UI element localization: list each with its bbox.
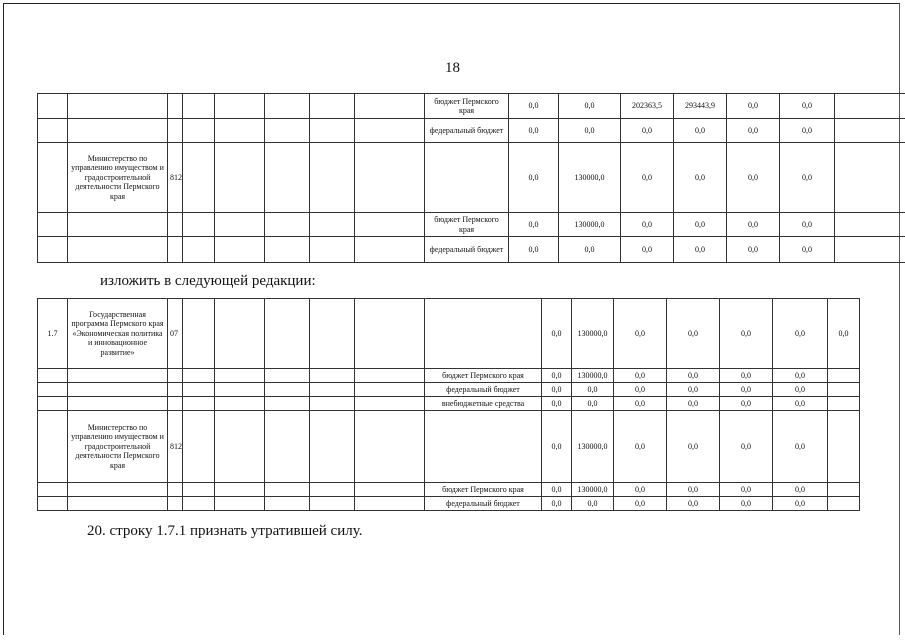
table-row xyxy=(38,369,860,383)
value-cell: 0,0 xyxy=(509,237,559,263)
empty-cell xyxy=(215,143,265,213)
value-cell: 0,0 xyxy=(780,94,835,119)
value-cell: 0,0 xyxy=(720,497,773,511)
value-cell: 0,0 xyxy=(509,94,559,119)
value-cell: 0,0 xyxy=(780,213,835,237)
value-cell: 0,0 xyxy=(614,497,667,511)
funding-source-cell: бюджет Пермского края xyxy=(425,369,542,383)
value-cell xyxy=(828,483,860,497)
empty-cell xyxy=(835,237,905,263)
row-number-cell: 1.7 xyxy=(38,299,68,369)
value-cell: 0,0 xyxy=(773,483,828,497)
value-cell: 0,0 xyxy=(773,369,828,383)
value-cell: 0,0 xyxy=(667,299,720,369)
value-cell: 0,0 xyxy=(727,143,780,213)
empty-cell xyxy=(215,237,265,263)
table-row xyxy=(38,497,860,511)
empty-cell xyxy=(265,411,310,483)
value-cell: 0,0 xyxy=(773,397,828,411)
table-row xyxy=(38,411,860,483)
page-number: 18 xyxy=(445,60,460,76)
empty-cell xyxy=(265,497,310,511)
value-cell: 130000,0 xyxy=(559,143,621,213)
empty-cell xyxy=(265,383,310,397)
table-row xyxy=(38,119,905,143)
value-cell: 0,0 xyxy=(667,483,720,497)
row-number-cell xyxy=(38,237,68,263)
empty-cell xyxy=(355,299,425,369)
code-cell xyxy=(168,483,183,497)
value-cell: 0,0 xyxy=(542,397,572,411)
row-number-cell xyxy=(38,119,68,143)
value-cell: 0,0 xyxy=(572,397,614,411)
value-cell: 0,0 xyxy=(542,383,572,397)
value-cell: 0,0 xyxy=(559,237,621,263)
row-number-cell xyxy=(38,143,68,213)
empty-cell xyxy=(835,213,905,237)
empty-cell xyxy=(265,237,310,263)
value-cell: 0,0 xyxy=(780,237,835,263)
funding-source-cell: бюджет Пермского края xyxy=(425,213,509,237)
empty-cell xyxy=(215,299,265,369)
empty-cell xyxy=(183,411,215,483)
empty-cell xyxy=(183,397,215,411)
budget-table-old xyxy=(37,93,905,263)
value-cell: 130000,0 xyxy=(572,411,614,483)
value-cell: 0,0 xyxy=(720,369,773,383)
empty-cell xyxy=(310,411,355,483)
empty-cell xyxy=(835,94,905,119)
organization-cell xyxy=(68,119,168,143)
empty-cell xyxy=(265,213,310,237)
value-cell: 0,0 xyxy=(572,497,614,511)
value-cell: 0,0 xyxy=(667,411,720,483)
empty-cell xyxy=(355,237,425,263)
organization-cell xyxy=(68,237,168,263)
row-number-cell xyxy=(38,94,68,119)
empty-cell xyxy=(310,497,355,511)
empty-cell xyxy=(265,483,310,497)
value-cell: 0,0 xyxy=(720,299,773,369)
value-cell: 0,0 xyxy=(720,483,773,497)
budget-table-new xyxy=(37,298,860,511)
value-cell: 0,0 xyxy=(674,119,727,143)
value-cell: 0,0 xyxy=(773,411,828,483)
funding-source-cell xyxy=(425,299,542,369)
value-cell: 0,0 xyxy=(828,299,860,369)
code-cell xyxy=(168,383,183,397)
row-number-cell xyxy=(38,383,68,397)
value-cell: 0,0 xyxy=(667,383,720,397)
organization-cell xyxy=(68,94,168,119)
table-row xyxy=(38,143,905,213)
value-cell xyxy=(828,397,860,411)
organization-cell xyxy=(68,369,168,383)
table-row xyxy=(38,383,860,397)
value-cell: 130000,0 xyxy=(572,299,614,369)
empty-cell xyxy=(265,119,310,143)
code-cell xyxy=(168,497,183,511)
row-number-cell xyxy=(38,369,68,383)
empty-cell xyxy=(310,383,355,397)
value-cell: 0,0 xyxy=(542,411,572,483)
code-cell xyxy=(168,237,183,263)
funding-source-cell: бюджет Пермского края xyxy=(425,94,509,119)
value-cell: 0,0 xyxy=(773,383,828,397)
empty-cell xyxy=(215,397,265,411)
empty-cell xyxy=(215,119,265,143)
empty-cell xyxy=(183,94,215,119)
value-cell: 0,0 xyxy=(621,237,674,263)
empty-cell xyxy=(835,119,905,143)
empty-cell xyxy=(310,94,355,119)
row-number-cell xyxy=(38,411,68,483)
value-cell: 0,0 xyxy=(614,383,667,397)
empty-cell xyxy=(215,411,265,483)
empty-cell xyxy=(355,94,425,119)
value-cell: 0,0 xyxy=(773,299,828,369)
empty-cell xyxy=(215,213,265,237)
empty-cell xyxy=(355,213,425,237)
code-cell xyxy=(168,94,183,119)
empty-cell xyxy=(310,299,355,369)
value-cell: 0,0 xyxy=(614,397,667,411)
value-cell: 0,0 xyxy=(614,411,667,483)
empty-cell xyxy=(215,369,265,383)
value-cell: 0,0 xyxy=(559,94,621,119)
empty-cell xyxy=(310,143,355,213)
empty-cell xyxy=(310,369,355,383)
value-cell: 130000,0 xyxy=(559,213,621,237)
code-cell xyxy=(168,119,183,143)
value-cell: 0,0 xyxy=(621,119,674,143)
table-row xyxy=(38,483,860,497)
empty-cell xyxy=(355,143,425,213)
table-row xyxy=(38,299,860,369)
empty-cell xyxy=(215,497,265,511)
value-cell: 0,0 xyxy=(727,94,780,119)
value-cell: 0,0 xyxy=(727,119,780,143)
value-cell: 0,0 xyxy=(674,143,727,213)
code-cell: 07 xyxy=(168,299,183,369)
value-cell: 0,0 xyxy=(720,411,773,483)
funding-source-cell: федеральный бюджет xyxy=(425,237,509,263)
value-cell: 0,0 xyxy=(509,213,559,237)
organization-cell: Министерство по управлению имуществом и градостроительной деятельности Пермского края xyxy=(68,143,168,213)
empty-cell xyxy=(310,237,355,263)
closing-paragraph: 20. строку 1.7.1 признать утратившей силу. xyxy=(87,523,363,539)
value-cell xyxy=(828,369,860,383)
value-cell: 0,0 xyxy=(674,237,727,263)
organization-cell xyxy=(68,483,168,497)
value-cell: 0,0 xyxy=(614,299,667,369)
value-cell: 0,0 xyxy=(780,119,835,143)
value-cell xyxy=(828,497,860,511)
table-row xyxy=(38,397,860,411)
empty-cell xyxy=(355,119,425,143)
empty-cell xyxy=(355,383,425,397)
empty-cell xyxy=(265,397,310,411)
code-cell xyxy=(168,213,183,237)
funding-source-cell: внебюджетные средства xyxy=(425,397,542,411)
value-cell: 0,0 xyxy=(572,383,614,397)
empty-cell xyxy=(310,213,355,237)
value-cell: 0,0 xyxy=(509,143,559,213)
empty-cell xyxy=(183,299,215,369)
funding-source-cell xyxy=(425,143,509,213)
empty-cell xyxy=(355,411,425,483)
table-row xyxy=(38,94,905,119)
funding-source-cell xyxy=(425,411,542,483)
empty-cell xyxy=(183,213,215,237)
empty-cell xyxy=(183,119,215,143)
empty-cell xyxy=(355,369,425,383)
code-cell xyxy=(168,369,183,383)
section-heading: изложить в следующей редакции: xyxy=(100,273,316,289)
empty-cell xyxy=(265,143,310,213)
code-cell xyxy=(168,397,183,411)
funding-source-cell: федеральный бюджет xyxy=(425,497,542,511)
value-cell xyxy=(828,411,860,483)
funding-source-cell: бюджет Пермского края xyxy=(425,483,542,497)
organization-cell: Государственная программа Пермского края «Экономическая политика и инновационное развитие» xyxy=(68,299,168,369)
value-cell: 0,0 xyxy=(773,497,828,511)
empty-cell xyxy=(835,143,905,213)
empty-cell xyxy=(355,483,425,497)
value-cell: 0,0 xyxy=(667,397,720,411)
empty-cell xyxy=(265,299,310,369)
value-cell: 0,0 xyxy=(720,397,773,411)
empty-cell xyxy=(355,397,425,411)
empty-cell xyxy=(215,383,265,397)
empty-cell xyxy=(310,483,355,497)
value-cell: 0,0 xyxy=(559,119,621,143)
organization-cell xyxy=(68,213,168,237)
organization-cell xyxy=(68,397,168,411)
value-cell: 0,0 xyxy=(720,383,773,397)
empty-cell xyxy=(310,119,355,143)
empty-cell xyxy=(215,483,265,497)
empty-cell xyxy=(310,397,355,411)
value-cell: 0,0 xyxy=(727,213,780,237)
value-cell: 0,0 xyxy=(509,119,559,143)
row-number-cell xyxy=(38,397,68,411)
empty-cell xyxy=(183,369,215,383)
code-cell: 812 xyxy=(168,143,183,213)
empty-cell xyxy=(355,497,425,511)
value-cell: 0,0 xyxy=(667,497,720,511)
organization-cell xyxy=(68,383,168,397)
value-cell: 0,0 xyxy=(674,213,727,237)
row-number-cell xyxy=(38,497,68,511)
row-number-cell xyxy=(38,483,68,497)
empty-cell xyxy=(183,143,215,213)
value-cell: 0,0 xyxy=(614,369,667,383)
value-cell: 0,0 xyxy=(727,237,780,263)
value-cell: 0,0 xyxy=(621,143,674,213)
value-cell: 0,0 xyxy=(667,369,720,383)
empty-cell xyxy=(265,369,310,383)
row-number-cell xyxy=(38,213,68,237)
value-cell: 0,0 xyxy=(614,483,667,497)
funding-source-cell: федеральный бюджет xyxy=(425,119,509,143)
value-cell: 0,0 xyxy=(542,483,572,497)
table-row xyxy=(38,237,905,263)
empty-cell xyxy=(183,497,215,511)
value-cell: 0,0 xyxy=(780,143,835,213)
value-cell: 130000,0 xyxy=(572,483,614,497)
value-cell: 130000,0 xyxy=(572,369,614,383)
value-cell xyxy=(828,383,860,397)
empty-cell xyxy=(183,237,215,263)
value-cell: 202363,5 xyxy=(621,94,674,119)
code-cell: 812 xyxy=(168,411,183,483)
value-cell: 0,0 xyxy=(621,213,674,237)
table-row xyxy=(38,213,905,237)
value-cell: 0,0 xyxy=(542,299,572,369)
value-cell: 293443,9 xyxy=(674,94,727,119)
empty-cell xyxy=(265,94,310,119)
funding-source-cell: федеральный бюджет xyxy=(425,383,542,397)
empty-cell xyxy=(183,383,215,397)
value-cell: 0,0 xyxy=(542,497,572,511)
organization-cell xyxy=(68,497,168,511)
organization-cell: Министерство по управлению имуществом и градостроительной деятельности Пермского края xyxy=(68,411,168,483)
empty-cell xyxy=(183,483,215,497)
empty-cell xyxy=(215,94,265,119)
value-cell: 0,0 xyxy=(542,369,572,383)
